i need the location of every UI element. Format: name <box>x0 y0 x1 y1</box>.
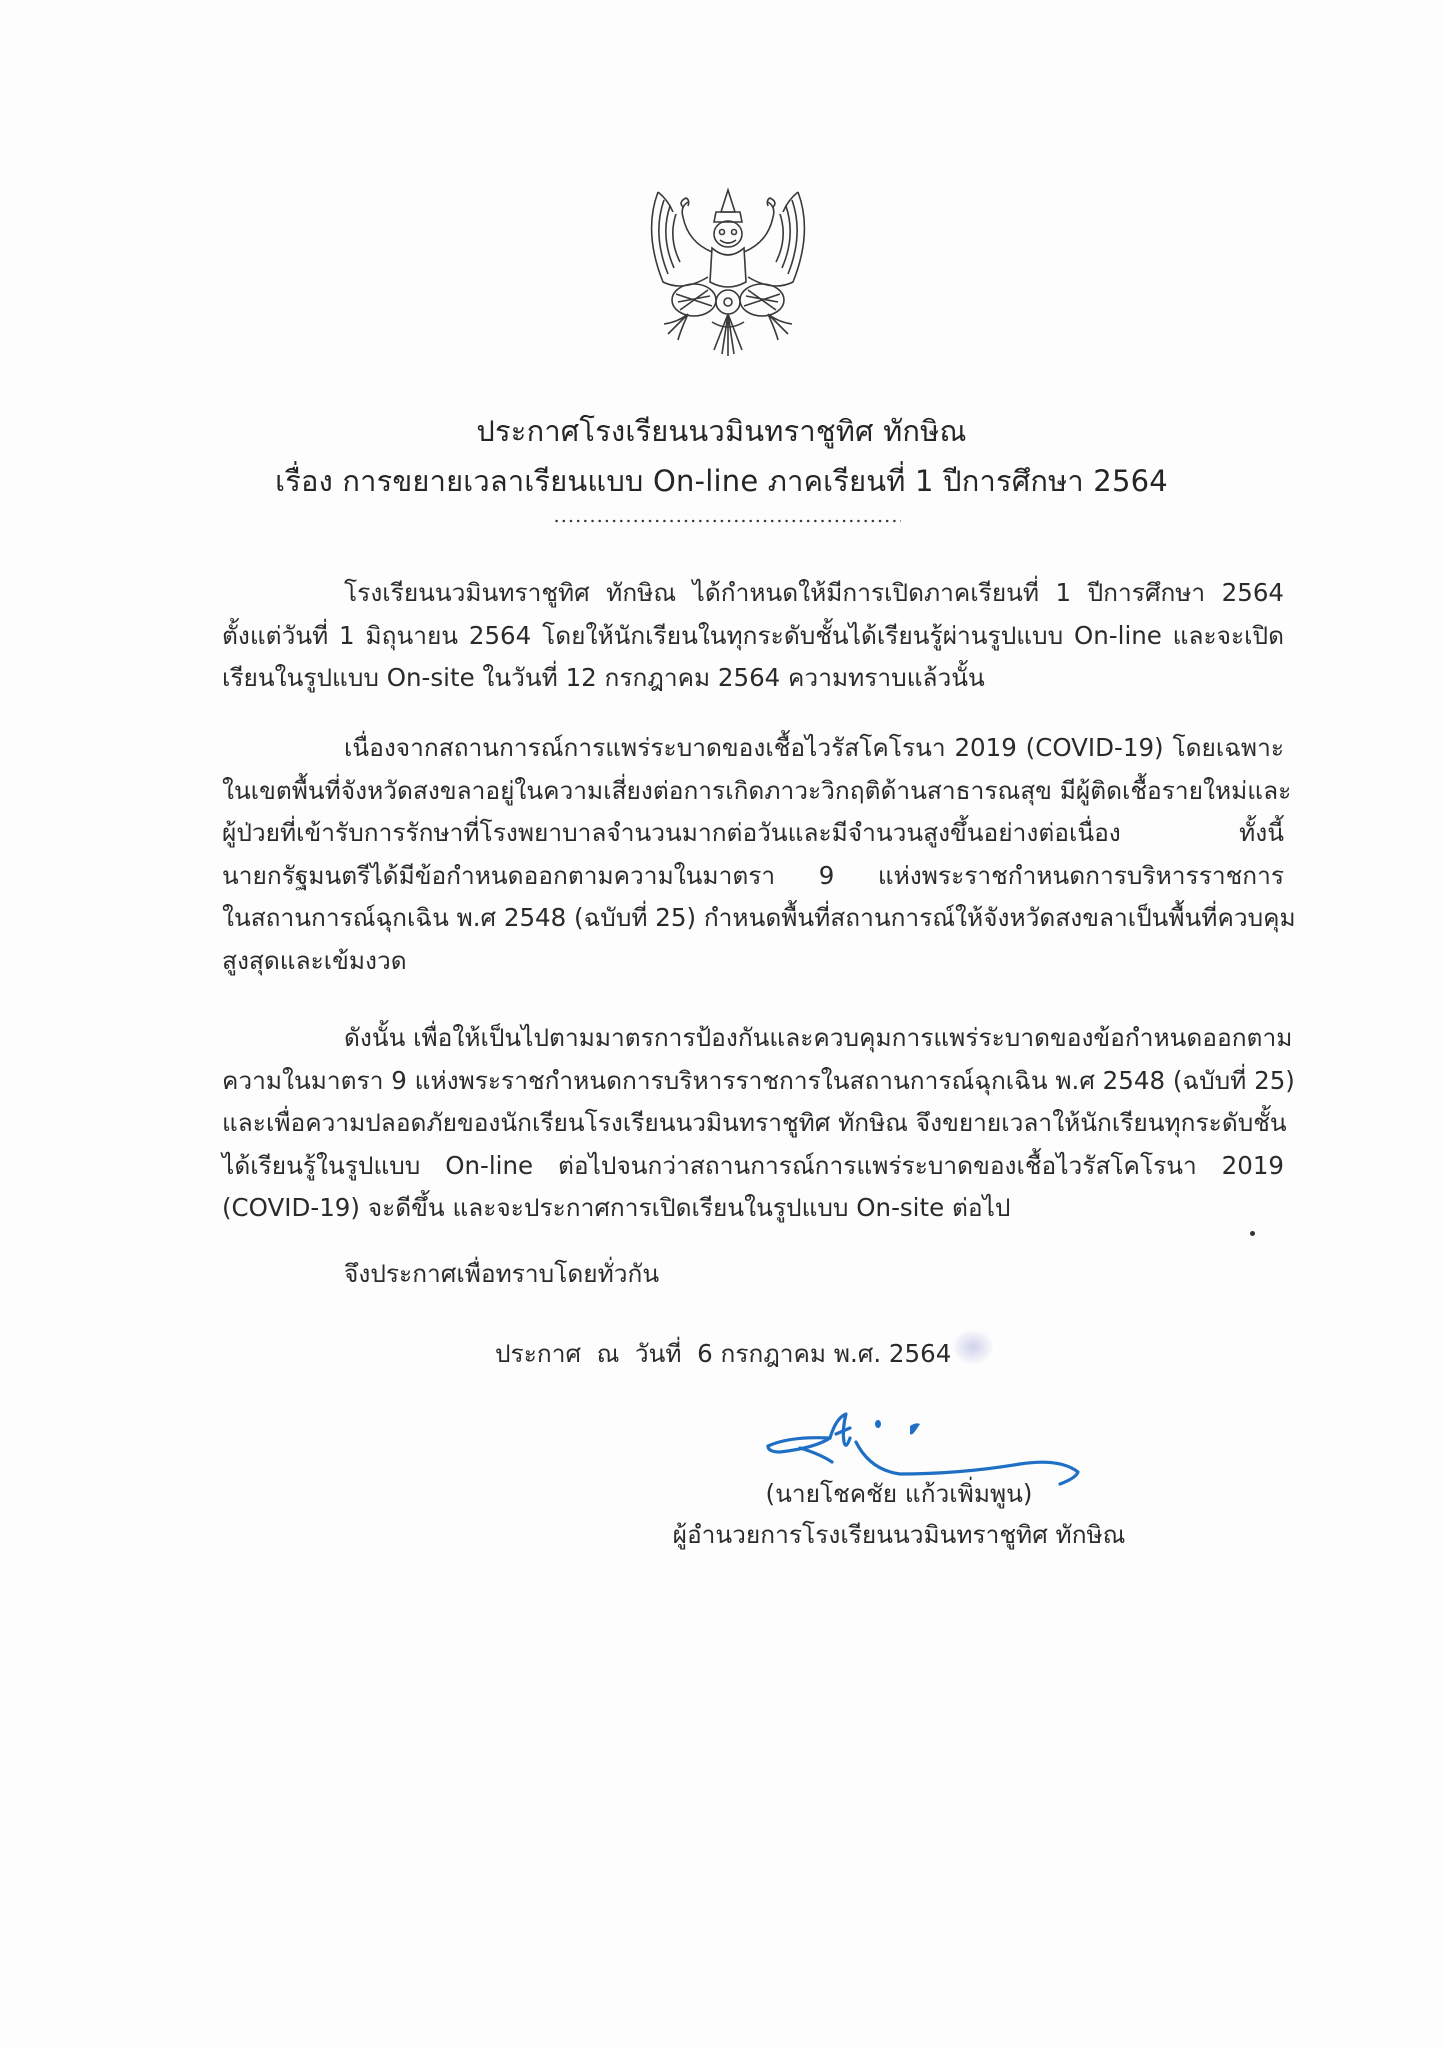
paragraph-line: (COVID-19) จะดีขึ้น และจะประกาศการเปิดเรียนในรูปแบบ On-site ต่อไป <box>222 1193 1011 1222</box>
paragraph-line: ในเขตพื้นที่จังหวัดสงขลาอยู่ในความเสี่ยงต่อการเกิดภาวะวิกฤติด้านสาธารณสุข มีผู้ติดเชื้อรายใหม่และ <box>222 775 1292 805</box>
closing-statement: จึงประกาศเพื่อทราบโดยทั่วกัน <box>344 1259 660 1288</box>
announcement-heading: ประกาศโรงเรียนนวมินทราชูทิศ ทักษิณ <box>476 414 967 448</box>
announcement-date: ประกาศ ณ วันที่ 6 กรกฎาคม พ.ศ. 2564 <box>495 1339 952 1368</box>
paragraph-line: ดังนั้น เพื่อให้เป็นไปตามมาตรการป้องกันและควบคุมการแพร่ระบาดของข้อกำหนดออกตาม <box>344 1023 1293 1052</box>
paragraph-line: เนื่องจากสถานการณ์การแพร่ระบาดของเชื้อไวรัสโคโรนา 2019 (COVID-19) โดยเฉพาะ <box>344 733 1284 762</box>
paragraph-1 <box>222 572 1284 700</box>
ink-smudge <box>953 1330 993 1364</box>
signer-name: (นายโชคชัย แก้วเพิ่มพูน) <box>765 1479 1033 1508</box>
paragraph-line: เรียนในรูปแบบ On-site ในวันที่ 12 กรกฎาคม 2564 ความทราบแล้วนั้น <box>222 663 985 692</box>
scan-speck <box>1250 1231 1255 1236</box>
signer-position: ผู้อำนวยการโรงเรียนนวมินทราชูทิศ ทักษิณ <box>672 1520 1126 1549</box>
announcement-subject: เรื่อง การขยายเวลาเรียนแบบ On-line ภาคเรียนที่ 1 ปีการศึกษา 2564 <box>275 464 1168 498</box>
paragraph-line: ผู้ป่วยที่เข้ารับการรักษาที่โรงพยาบาลจำนวนมากต่อวันและมีจำนวนสูงขึ้นอย่างต่อเนื่อง ทั้งนี้ <box>222 818 1284 847</box>
garuda-emblem-icon <box>628 172 828 372</box>
paragraph-line: นายกรัฐมนตรีได้มีข้อกำหนดออกตามความในมาตรา 9 แห่งพระราชกำหนดการบริหารราชการ <box>222 860 1284 890</box>
paragraph-line: โรงเรียนนวมินทราชูทิศ ทักษิณ ได้กำหนดให้มีการเปิดภาคเรียนที่ 1 ปีการศึกษา 2564 <box>344 578 1284 607</box>
paragraph-line: ได้เรียนรู้ในรูปแบบ On-line ต่อไปจนกว่าสถานการณ์การแพร่ระบาดของเชื้อไวรัสโคโรนา 2019 <box>222 1150 1284 1180</box>
paragraph-line: ตั้งแต่วันที่ 1 มิถุนายน 2564 โดยให้นักเรียนในทุกระดับชั้นได้เรียนรู้ผ่านรูปแบบ On-line และจะเปิด <box>222 620 1284 650</box>
paragraph-line: สูงสุดและเข้มงวด <box>222 945 407 975</box>
paragraph-line: ในสถานการณ์ฉุกเฉิน พ.ศ 2548 (ฉบับที่ 25) กำหนดพื้นที่สถานการณ์ให้จังหวัดสงขลาเป็นพื้นที่ควบคุม <box>222 903 1296 932</box>
paragraph-line: ความในมาตรา 9 แห่งพระราชกำหนดการบริหารราชการในสถานการณ์ฉุกเฉิน พ.ศ 2548 (ฉบับที่ 25) <box>222 1065 1295 1095</box>
paragraph-line: และเพื่อความปลอดภัยของนักเรียนโรงเรียนนวมินทราชูทิศ ทักษิณ จึงขยายเวลาให้นักเรียนทุกระดับชั้น <box>222 1108 1287 1137</box>
paragraph-2 <box>222 727 1296 982</box>
dotted-separator <box>553 519 901 523</box>
paragraph-3 <box>222 1017 1295 1230</box>
